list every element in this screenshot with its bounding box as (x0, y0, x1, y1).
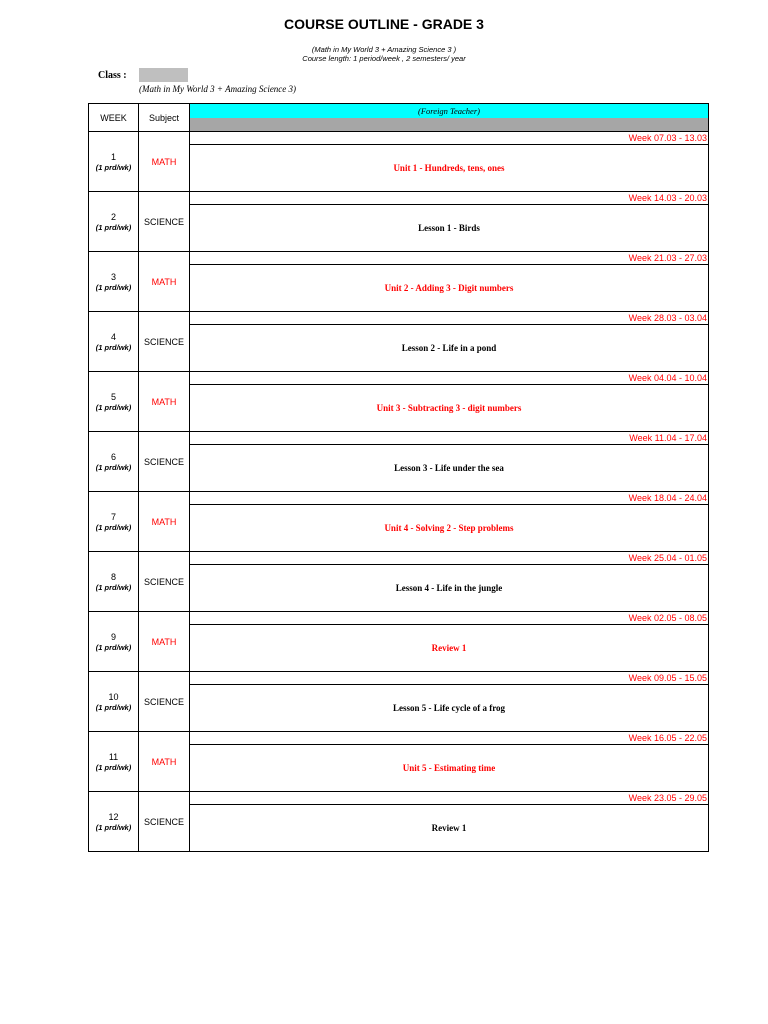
subject-cell: MATH (139, 252, 190, 312)
lesson-cell: Review 1 (190, 625, 709, 672)
week-number: 3 (110, 271, 116, 282)
subject-cell: SCIENCE (139, 432, 190, 492)
week-number: 7 (110, 511, 116, 522)
subject-cell: SCIENCE (139, 792, 190, 852)
week-cell (89, 312, 139, 372)
week-range: Week 09.05 - 15.05 (190, 672, 709, 685)
table-row (89, 192, 709, 205)
lesson-cell: Review 1 (190, 805, 709, 852)
subtitle-course-length: Course length: 1 period/week , 2 semesters/ year (302, 54, 466, 63)
class-note: (Math in My World 3 + Amazing Science 3) (139, 84, 297, 94)
course-outline-table (88, 103, 709, 852)
table-row (89, 612, 709, 625)
period-label: (1 prd/wk) (95, 342, 132, 352)
subject-cell: MATH (139, 132, 190, 192)
week-cell (89, 672, 139, 732)
class-field[interactable] (139, 68, 188, 82)
page-title: COURSE OUTLINE - GRADE 3 (284, 16, 484, 32)
week-range: Week 25.04 - 01.05 (190, 552, 709, 565)
period-label: (1 prd/wk) (95, 822, 132, 832)
table-row (89, 732, 709, 745)
week-number: 11 (108, 751, 119, 762)
week-number: 4 (110, 331, 116, 342)
week-cell (89, 132, 139, 192)
lesson-cell: Lesson 2 - Life in a pond (190, 325, 709, 372)
lesson-cell: Unit 5 - Estimating time (190, 745, 709, 792)
week-number: 8 (110, 571, 116, 582)
period-label: (1 prd/wk) (95, 582, 132, 592)
week-cell (89, 192, 139, 252)
lesson-cell: Lesson 3 - Life under the sea (190, 445, 709, 492)
table-row (89, 792, 709, 805)
week-cell (89, 492, 139, 552)
week-range: Week 11.04 - 17.04 (190, 432, 709, 445)
week-cell (89, 372, 139, 432)
subject-cell: SCIENCE (139, 672, 190, 732)
lesson-cell: Unit 4 - Solving 2 - Step problems (190, 505, 709, 552)
subtitle-books: (Math in My World 3 + Amazing Science 3 ) (311, 45, 457, 54)
subject-cell: SCIENCE (139, 192, 190, 252)
week-range: Week 28.03 - 03.04 (190, 312, 709, 325)
week-range: Week 07.03 - 13.03 (190, 132, 709, 145)
lesson-cell: Lesson 5 - Life cycle of a frog (190, 685, 709, 732)
lesson-cell: Lesson 1 - Birds (190, 205, 709, 252)
week-range: Week 14.03 - 20.03 (190, 192, 709, 205)
period-label: (1 prd/wk) (95, 222, 132, 232)
table-row (89, 432, 709, 445)
period-label: (1 prd/wk) (95, 642, 132, 652)
period-label: (1 prd/wk) (95, 282, 132, 292)
header-week: WEEK (89, 104, 139, 132)
period-label: (1 prd/wk) (95, 702, 132, 712)
period-label: (1 prd/wk) (95, 402, 132, 412)
subject-cell: SCIENCE (139, 312, 190, 372)
table-row (89, 672, 709, 685)
table-row (89, 372, 709, 385)
week-range: Week 18.04 - 24.04 (190, 492, 709, 505)
week-cell (89, 792, 139, 852)
week-range: Week 23.05 - 29.05 (190, 792, 709, 805)
period-label: (1 prd/wk) (95, 162, 132, 172)
lesson-cell: Unit 2 - Adding 3 - Digit numbers (190, 265, 709, 312)
lesson-cell: Unit 3 - Subtracting 3 - digit numbers (190, 385, 709, 432)
week-cell (89, 552, 139, 612)
table-row (89, 252, 709, 265)
subject-cell: MATH (139, 612, 190, 672)
week-cell (89, 432, 139, 492)
week-number: 6 (110, 451, 116, 462)
subject-cell: MATH (139, 492, 190, 552)
week-number: 12 (108, 811, 119, 822)
week-range: Week 21.03 - 27.03 (190, 252, 709, 265)
period-label: (1 prd/wk) (95, 462, 132, 472)
period-label: (1 prd/wk) (95, 522, 132, 532)
subject-cell: MATH (139, 732, 190, 792)
week-range: Week 16.05 - 22.05 (190, 732, 709, 745)
table-row (89, 552, 709, 565)
class-label: Class : (98, 70, 127, 81)
lesson-cell: Lesson 4 - Life in the jungle (190, 565, 709, 612)
week-number: 9 (110, 631, 116, 642)
lesson-cell: Unit 1 - Hundreds, tens, ones (190, 145, 709, 192)
period-label: (1 prd/wk) (95, 762, 132, 772)
week-range: Week 04.04 - 10.04 (190, 372, 709, 385)
header-grey-bar (190, 118, 709, 132)
week-cell (89, 252, 139, 312)
week-cell (89, 612, 139, 672)
week-number: 2 (110, 211, 116, 222)
header-subject: Subject (139, 104, 190, 132)
subject-cell: SCIENCE (139, 552, 190, 612)
table-row (89, 492, 709, 505)
week-number: 1 (110, 151, 116, 162)
week-number: 5 (110, 391, 116, 402)
week-range: Week 02.05 - 08.05 (190, 612, 709, 625)
table-row (89, 132, 709, 145)
header-foreign-teacher: (Foreign Teacher) (190, 104, 709, 118)
subject-cell: MATH (139, 372, 190, 432)
week-cell (89, 732, 139, 792)
week-number: 10 (108, 691, 119, 702)
table-row (89, 312, 709, 325)
